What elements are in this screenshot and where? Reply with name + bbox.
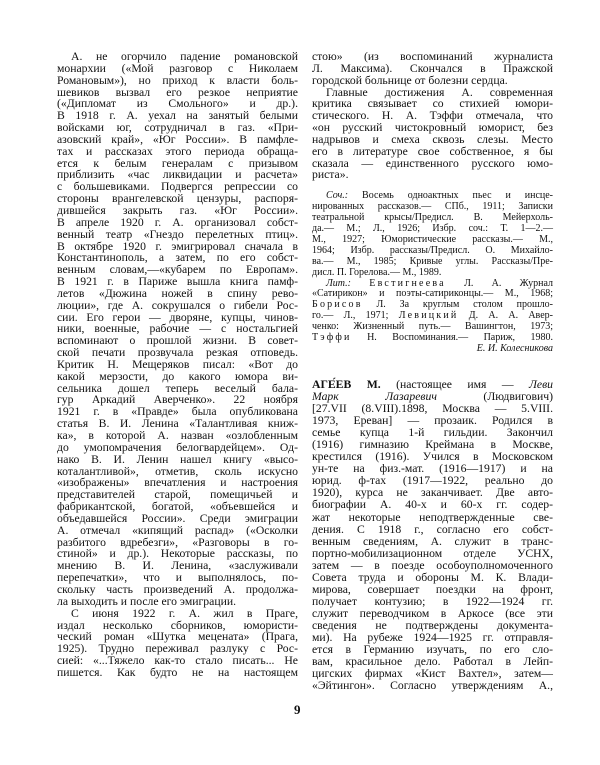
text-line: мирова, совершает поездки на фронт, — [312, 582, 553, 596]
text-line: разбитого вдребезги», «Разговоры в го- — [57, 535, 298, 549]
text-line: 1973, Ереван] — прозаик. Родился в — [312, 414, 553, 428]
text-line: ники, военные, рабочие — с ностальгией — [57, 322, 298, 336]
text-line: «изображены» впечатления и настроения — [57, 476, 298, 490]
text-line: 1921 г. в «Правде» была опубликована — [57, 405, 298, 419]
text-segment: (настоящее имя — — [380, 378, 529, 391]
text-line: тах и рассказах этого периода обраща- — [57, 144, 298, 158]
text-line: семье купца 1-й гильдии. Закончил — [312, 426, 553, 440]
entry-headword: АГЕ́ЕВ М. — [312, 378, 381, 391]
italic-text: Соч.: — [326, 190, 349, 201]
text-line: 1920), курса не заканчивает. Две авто- — [312, 486, 553, 500]
text-line: издал несколько сборников, юмористи- — [57, 618, 298, 632]
text-line: «он русский чистокровный юморист, без — [312, 121, 553, 135]
text-line: критика связывает со стихией юмори- — [312, 97, 553, 111]
text-line: представителей старой, помещичьей и — [57, 488, 298, 502]
text-line: стиной» и др.). Некоторые рассказы, по — [57, 547, 298, 561]
text-line: до умопомрачения белогвардейцем». Од- — [57, 440, 298, 454]
text-line: с большевиками. Подвергся репрессии со — [57, 180, 298, 194]
text-line: дения. С 1918 г., согласно его собст- — [312, 522, 553, 536]
text-line: гур Аркадий Аверченко». 22 ноября — [57, 393, 298, 407]
text-line: театральной крысы/Предисл. В. Мейерхоль- — [312, 211, 553, 223]
text-line: сельника дошел теперь веселый бала- — [57, 381, 298, 395]
text-line: Главные достижения А. современная — [326, 85, 553, 99]
text-segment: Д. А. А. Авер- — [458, 310, 553, 322]
text-line: «Сатирикон» и поэты-сатириконцы.— М., 1968; — [312, 288, 553, 300]
text-line: коталантливой», отметив, сколь искусно — [57, 464, 298, 478]
text-line: [27.VII (8.VIII).1898, Москва — 5.VIII. — [312, 402, 553, 416]
right-column-text-top — [312, 51, 553, 181]
text-segment: го.— Л., 1971; — [312, 310, 399, 322]
text-line: пишется. Как будто не на настоящем — [57, 665, 298, 679]
text-line: Константинополь, а затем, по его собст- — [57, 251, 298, 265]
text-line: венным сведениям, А. служит в транс- — [312, 534, 553, 548]
text-line: ской печати прозвучала резкая отповедь. — [57, 346, 298, 360]
author-name: Евстигнеева — [369, 277, 446, 289]
text-line: ун-те на физ.-мат. (1916—1917) и на — [312, 462, 553, 476]
text-line: сведения не подтверждены документа- — [312, 618, 553, 632]
text-line: «Эйтингон». Согласно утверждениям А., — [312, 679, 553, 693]
text-line: цигских фирмах «Кист Вахтел», затем— — [312, 667, 553, 681]
text-line: перепечатки», что и выполнялось, по- — [57, 571, 298, 585]
text-line: М., 1927; Юмористические рассказы.— М., — [312, 233, 553, 245]
text-line: биографии А. 40-х и 60-х гг. содер- — [312, 498, 553, 512]
text-line: нированных рассказов.— СПб., 1911; Записки — [312, 200, 553, 212]
text-line: стороны врангелевской цензуры, распоря- — [57, 192, 298, 206]
text-line: статья В. И. Ленина «Талантливая книж- — [57, 417, 298, 431]
text-line: ется к белым генералам с призывом — [57, 156, 298, 170]
text-line: азовский край», «Юг России». В памфле- — [57, 132, 298, 146]
text-line: шевиков вызвал его резкое неприятие — [57, 85, 298, 99]
text-line: приблизить «час ликвидации и расчета» — [57, 168, 298, 182]
text-line: 1925). Трудно переживал разлуку с Рос- — [57, 642, 298, 656]
text-line: В 1921 г. в Париже вышла книга памф- — [57, 275, 298, 289]
italic-text: Лит.: — [326, 277, 351, 289]
page-number: 9 — [294, 702, 301, 717]
text-line: вспоминают о прошлой жизни. В совет- — [57, 334, 298, 348]
text-line: ченко: Жизненный путь.— Вашингтон, 1973; — [312, 321, 553, 333]
text-line: портно-мобилизационном отделе УСНХ, — [312, 546, 553, 560]
text-line: (1916) гимназию Креймана в Москве, — [312, 438, 553, 452]
text-line: 1964; Избр. рассказы/Предисл. О. Михайло- — [312, 244, 553, 256]
text-line: дисл. П. Горелова.— М., 1989. — [312, 266, 442, 278]
text-line: сии. Его герои — дворяне, купцы, чинов- — [57, 310, 298, 324]
text-line: А. отмечал «кипящий распад» («Осколки — [57, 523, 298, 537]
text-line: нако В. И. Ленин нашел книгу «высо- — [57, 452, 298, 466]
text-line: летов «Дюжина ножей в спину рево- — [57, 286, 298, 300]
text-line: сией: «...Тяжело как-то стало писать... Не — [57, 654, 298, 668]
text-line: жат некоторые неподтвержденные све- — [312, 510, 553, 524]
text-line: стою» (из воспоминаний журналиста — [312, 50, 553, 63]
text-line: Л. Максима). Скончался в Пражской — [312, 61, 553, 75]
text-line: ла выходить и после его эмиграции. — [57, 594, 237, 608]
text-segment: Л. А. Журнал — [445, 277, 554, 289]
text-line: получает контузию; в 1922—1924 гг. — [312, 594, 553, 608]
text-line: городской больнице от болезни сердца. — [312, 73, 508, 87]
text-line: какой мерзости, до какого юмора ви- — [57, 369, 298, 383]
italic-text: Леви — [528, 378, 553, 391]
text-line — [312, 344, 553, 355]
text-line: люции», где А. сокрушался о гибели Рос- — [57, 298, 298, 312]
text-line: венным словам,—«кубарем по Европам». — [57, 263, 298, 277]
text-line: В апреле 1920 г. А. организовал собст- — [57, 215, 298, 229]
left-column-text — [57, 51, 298, 679]
text-line: Романовым»), но приход к власти боль- — [57, 73, 298, 87]
text-line: В 1918 г. А. уехал на занятый белыми — [57, 109, 298, 123]
text-line: его в литературе свое собственное, я бы — [312, 144, 553, 158]
text-line: монархии («Мой разговор с Николаем — [57, 61, 298, 75]
text-line: риста». — [312, 168, 349, 182]
text-line: В октябре 1920 г. эмигрировал сначала в — [57, 239, 298, 253]
author-name: Левицкий — [398, 310, 459, 322]
text-line: ми). На рубеже 1924—1925 гг. отправля- — [312, 630, 553, 644]
text-line: фабрикантской, богатой, «объевшейся и — [57, 500, 298, 514]
text-line: войсками юг, сотрудничал в газ. «При- — [57, 121, 298, 135]
text-line: объедавшейся России». Среди эмиграции — [57, 511, 298, 525]
text-line: да.— М.; Л., 1926; Избр. соч.: Т. 1—2.— — [312, 222, 553, 234]
text-line: надрывов и смеха сквозь слезы. Место — [312, 132, 553, 146]
text-line: ческий роман «Шутка мецената» (Прага, — [57, 630, 298, 644]
italic-text: Е. И. Колесникова — [476, 343, 553, 355]
text-line: дившейся закрыть газ. «Юг России». — [57, 203, 298, 217]
text-segment — [351, 278, 369, 289]
text-line: крестился (1916). Учился в Московском — [312, 450, 553, 464]
text-segment: (Людвигович) — [436, 390, 553, 404]
author-name: Тэффи — [312, 332, 352, 344]
text-line: мнению В. И. Ленина, «заслуживали — [57, 559, 298, 573]
text-line: стического. Н. А. Тэффи отмечала, что — [312, 109, 553, 123]
text-line: венный театр «Гнездо перелетных птиц». — [57, 227, 298, 241]
text-line: ка», в которой А. назван «озлобленным — [57, 429, 298, 442]
text-line: ется в Германию изучать, по его сло- — [312, 643, 553, 657]
author-name: Борисов — [312, 299, 363, 311]
text-line: юрид. ф-тах (1917—1922, реально до — [312, 474, 553, 488]
bibliography — [312, 191, 553, 355]
text-line: вам, красильное дело. Работал в Лейп- — [312, 655, 553, 669]
text-line: затем — в поезде особоуполномоченного — [312, 558, 553, 572]
text-line: служит переводчиком в Аркосе (все эти — [312, 606, 553, 620]
text-line: Критик Н. Мещеряков писал: «Вот до — [57, 357, 298, 371]
text-line: («Дипломат из Смольного» и др.). — [57, 97, 298, 111]
text-segment: Л. За круглым столом прошло- — [362, 299, 553, 311]
text-line: Совета труда и обороны М. К. Влади- — [312, 570, 553, 584]
text-line: сказала — единственного русского юмо- — [312, 156, 553, 170]
text-line: С июня 1922 г. А. жил в Праге, — [71, 606, 298, 620]
text-segment: Н. Воспоминания.— Париж, 1980. — [351, 332, 553, 344]
text-line: А. не огорчило падение романовской — [71, 50, 298, 63]
text-segment: Восемь одноактных пьес и инсце- — [348, 190, 553, 201]
text-line: ва.— М., 1985; Кривые углы. Рассказы/Пре- — [312, 255, 553, 267]
italic-text: Марк Лазаревич — [312, 390, 437, 404]
text-line: скольку часть произведений А. продолжа- — [57, 582, 298, 596]
encyclopedia-entry-ageev — [312, 379, 553, 692]
